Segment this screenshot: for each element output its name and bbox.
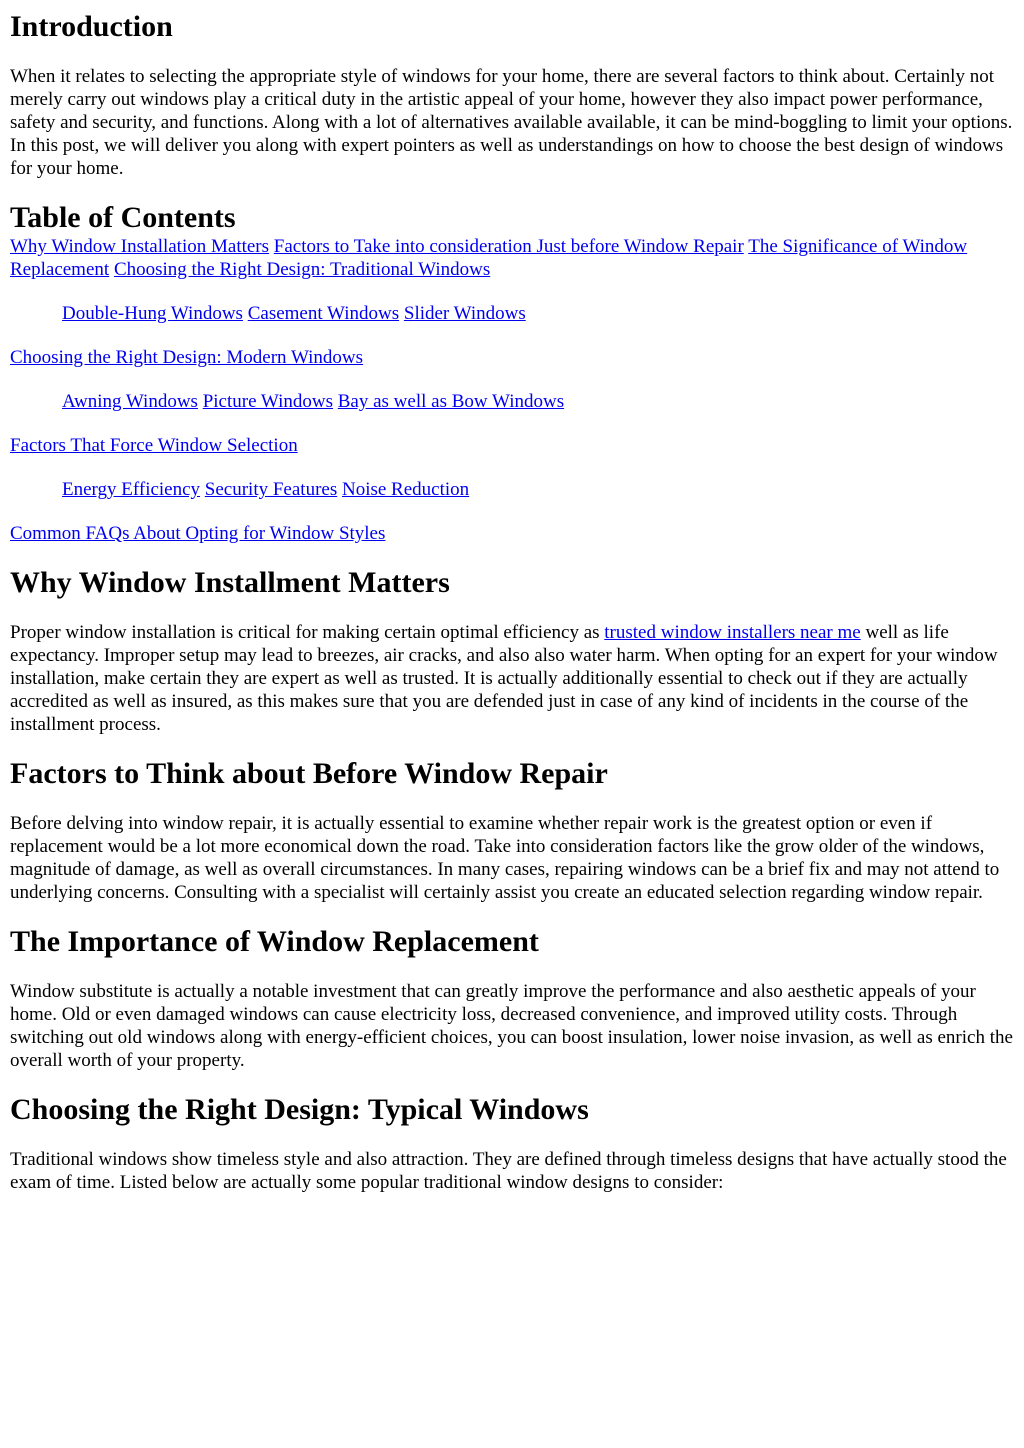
toc-sub-group-1 xyxy=(10,302,1014,325)
toc-group-3 xyxy=(10,434,1014,457)
toc-link-factors-repair[interactable]: Factors to Take into consideration Just before Window Repair xyxy=(273,236,744,257)
toc-group-1 xyxy=(10,235,1014,281)
toc-link-factors-selection[interactable]: Factors That Force Window Selection xyxy=(10,435,298,456)
toc-link-security-features[interactable]: Security Features xyxy=(204,479,338,500)
toc-sub-group-3 xyxy=(10,478,1014,501)
toc-group-4 xyxy=(10,522,1014,545)
toc-link-double-hung[interactable]: Double-Hung Windows xyxy=(62,303,243,324)
toc-link-significance-replacement[interactable]: The Significance of Window Replacement xyxy=(10,236,968,280)
typical-windows-paragraph: Traditional windows show timeless style and also attraction. They are defined through timeless designs that have actually stood the exam of time. Listed below are actually some popular traditional window designs to consider: xyxy=(10,1149,1007,1193)
replacement-heading: The Importance of Window Replacement xyxy=(10,925,539,958)
intro-heading: Introduction xyxy=(10,10,173,43)
toc-link-bay-bow[interactable]: Bay as well as Bow Windows xyxy=(337,391,565,412)
toc-link-modern-windows[interactable]: Choosing the Right Design: Modern Windows xyxy=(10,347,364,368)
installation-text-start: Proper window installation is critical for making certain optimal efficiency as xyxy=(10,622,605,643)
toc-link-traditional-windows[interactable]: Choosing the Right Design: Traditional Windows xyxy=(113,259,491,280)
toc-link-energy-efficiency[interactable]: Energy Efficiency xyxy=(62,479,201,500)
repair-heading: Factors to Think about Before Window Repair xyxy=(10,757,608,790)
toc-sub-group-2 xyxy=(10,390,1014,413)
toc-link-slider[interactable]: Slider Windows xyxy=(403,303,526,324)
intro-paragraph: When it relates to selecting the appropriate style of windows for your home, there are several factors to think about. Certainly not merely carry out windows play a critical duty in the artistic appeal of your home, however they also impact power performance, safety and security, and functions. Along with a lot of alternatives available available, it can be mind-boggling to limit your options. In this post, we will deliver you along with expert pointers as well as understandings on how to choose the best design of windows for your home. xyxy=(10,66,1013,179)
toc-link-faqs[interactable]: Common FAQs About Opting for Window Styles xyxy=(10,523,386,544)
installers-link[interactable]: trusted window installers near me xyxy=(604,622,861,643)
toc-link-awning[interactable]: Awning Windows xyxy=(62,391,198,412)
installation-paragraph xyxy=(10,621,1014,736)
installation-heading: Why Window Installment Matters xyxy=(10,566,450,599)
replacement-paragraph: Window substitute is actually a notable investment that can greatly improve the performance and also aesthetic appeals of your home. Old or even damaged windows can cause electricity loss, decreased convenience, and improved utility costs. Through switching out old windows along with energy-efficient choices, you can boost insulation, lower noise invasion, as well as enrich the overall worth of your property. xyxy=(10,981,1013,1071)
toc-link-casement[interactable]: Casement Windows xyxy=(247,303,400,324)
toc-group-2 xyxy=(10,346,1014,369)
installation-text-end: well as life expectancy. Improper setup may lead to breezes, air cracks, and also also water harm. When opting for an expert for your window installation, make certain they are expert as well as trusted. It is actually additionally essential to check out if they are actually accredited as well as insured, as this makes sure that you are defended just in case of any kind of incidents in the course of the installment process. xyxy=(10,622,998,735)
toc-link-why-installation[interactable]: Why Window Installation Matters xyxy=(10,236,270,257)
toc-heading: Table of Contents xyxy=(10,201,236,234)
toc-link-picture[interactable]: Picture Windows xyxy=(202,391,333,412)
repair-paragraph: Before delving into window repair, it is actually essential to examine whether repair work is the greatest option or even if replacement would be a lot more economical down the road. Take into consideration factors like the grow older of the windows, magnitude of damage, as well as overall circumstances. In many cases, repairing windows can be a brief fix and may not attend to underlying concerns. Consulting with a specialist will certainly assist you create an educated selection regarding window repair. xyxy=(10,813,1000,903)
toc-link-noise-reduction[interactable]: Noise Reduction xyxy=(341,479,470,500)
typical-windows-heading: Choosing the Right Design: Typical Windows xyxy=(10,1093,589,1126)
